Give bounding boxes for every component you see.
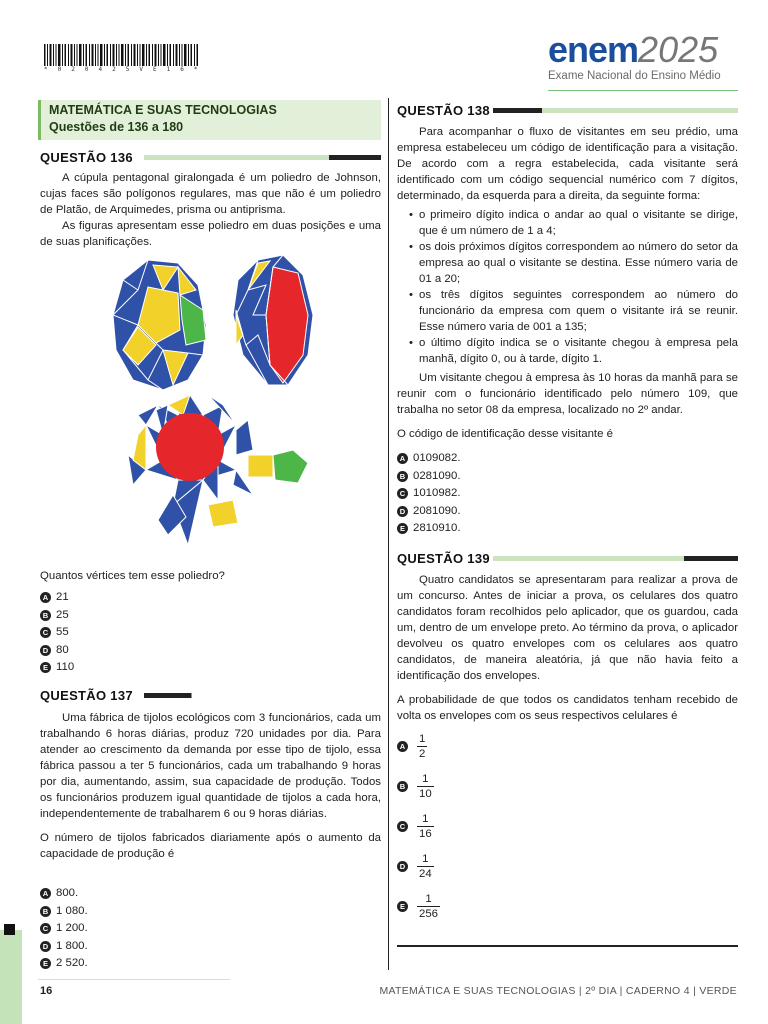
- footer-rule: [38, 979, 230, 980]
- fraction-denominator: 24: [419, 867, 432, 880]
- option-letter-badge: E: [40, 662, 51, 673]
- subject-title: MATEMÁTICA E SUAS TECNOLOGIAS: [49, 103, 277, 117]
- heading-rule: [144, 693, 381, 698]
- q136-option-e[interactable]: [40, 659, 74, 677]
- johnson-solid-figure: [108, 255, 328, 555]
- heading-rule: [144, 155, 381, 160]
- q139-option-b[interactable]: [397, 766, 440, 806]
- question-137-heading: [40, 688, 381, 704]
- question-136-label: QUESTÃO 136: [40, 150, 133, 165]
- option-text: 21: [56, 591, 69, 603]
- barcode-text: * 0 2 0 4 2 5 V E 1 6 *: [44, 66, 201, 73]
- subject-box: [38, 100, 381, 140]
- question-138-label: QUESTÃO 138: [397, 103, 490, 118]
- question-139-label: QUESTÃO 139: [397, 551, 490, 566]
- option-text: 25: [56, 608, 69, 621]
- fraction-numerator: 1: [419, 732, 426, 745]
- question-138-body: [397, 124, 738, 442]
- q137-paragraph-1: Uma fábrica de tijolos ecológicos com 3 funcionários, cada um trabalhando 6 horas diárias, produz 720 unidades por dia. Para atender ao crescimento da demanda por esse tipo de tijolo, essa fábrica passou a ter 5 funcionários, cada um trabalhando 9 horas por dia, aumentando, assim, sua capacidade de produção. Todos os funcionários produzem igual quantidade de tijolos a cada hora, independentemente de trabalharem 6 ou 9 horas diárias.: [40, 712, 381, 820]
- fraction-denominator: 2: [419, 747, 426, 760]
- q137-question: O número de tijolos fabricados diariamente após o aumento da capacidade de produção é: [40, 832, 381, 860]
- q137-option-d[interactable]: [40, 938, 88, 956]
- q136-option-b[interactable]: [40, 607, 74, 625]
- option-text: 800.: [56, 887, 79, 899]
- q139-options: [397, 726, 440, 926]
- option-letter-badge: D: [397, 861, 408, 872]
- option-text: 1 080.: [56, 904, 88, 917]
- q138-option-c[interactable]: [397, 485, 461, 503]
- polyhedron-view-2: [233, 255, 313, 385]
- option-letter-badge: E: [397, 901, 408, 912]
- q139-paragraph-1: Quatro candidatos se apresentaram para realizar a prova de um concurso. Antes de iniciar a prova, os celulares dos quatro candidatos foram recolhidos pelo aplicador, que os guardou, cada um, dentro de um envelope preto. Ao término da prova, o aplicador devolveu os quatro envelopes com os celulares aos quatro candidatos, de maneira aleatória, já que não havia feito a identificação dos envelopes.: [397, 574, 738, 682]
- q137-option-a[interactable]: [40, 885, 88, 903]
- q138-option-b[interactable]: [397, 468, 461, 486]
- q138-option-d[interactable]: [397, 503, 461, 521]
- fraction-denominator: 10: [419, 787, 432, 800]
- q138-option-a[interactable]: [397, 450, 461, 468]
- option-letter-badge: C: [40, 923, 51, 934]
- q138-question: O código de identificação desse visitante é: [397, 428, 613, 440]
- q137-option-b[interactable]: [40, 903, 88, 921]
- q138-paragraph-2: Um visitante chegou à empresa às 10 horas da manhã para se reunir com o funcionário identificado pelo número 109, que trabalha no setor 08 da empresa, localizado no 2º andar.: [397, 372, 738, 416]
- logo-subtitle: Exame Nacional do Ensino Médio: [548, 70, 721, 82]
- polyhedron-net: [128, 395, 308, 545]
- heading-rule: [493, 108, 738, 113]
- question-137-body: [40, 710, 381, 862]
- subject-subtitle: Questões de 136 a 180: [49, 120, 184, 134]
- option-fraction: [417, 892, 440, 921]
- q137-option-c[interactable]: [40, 920, 88, 938]
- q139-option-e[interactable]: [397, 886, 440, 926]
- option-letter-badge: D: [397, 506, 408, 517]
- option-text: 0281090.: [413, 469, 461, 482]
- q136-options: [40, 589, 74, 677]
- option-letter-badge: B: [40, 906, 51, 917]
- option-text: 1 200.: [56, 922, 88, 934]
- option-fraction: [417, 852, 434, 881]
- page-number: 16: [40, 985, 53, 997]
- option-text: 80: [56, 643, 69, 656]
- question-139-heading: [397, 551, 738, 567]
- option-letter-badge: E: [40, 958, 51, 969]
- option-letter-badge: A: [40, 888, 51, 899]
- header-rule: [548, 90, 738, 91]
- question-139-body: [397, 572, 738, 724]
- heading-rule: [493, 556, 738, 561]
- q136-option-c[interactable]: [40, 624, 74, 642]
- option-text: 2081090.: [413, 504, 461, 517]
- option-letter-badge: C: [397, 488, 408, 499]
- option-letter-badge: D: [40, 645, 51, 656]
- q139-option-d[interactable]: [397, 846, 440, 886]
- q136-paragraph-1: A cúpula pentagonal giralongada é um poliedro de Johnson, cujas faces são polígonos regulares, mas que não é um poliedro de Platão, de Arquimedes, prisma ou antiprisma.: [40, 172, 381, 216]
- option-letter-badge: B: [40, 610, 51, 621]
- option-text: 1010982.: [413, 487, 461, 499]
- option-text: 0109082.: [413, 452, 461, 464]
- q139-option-a[interactable]: [397, 726, 440, 766]
- option-text: 110: [56, 661, 75, 673]
- fraction-numerator: 1: [422, 772, 429, 785]
- column-end-rule: [397, 945, 738, 947]
- logo-main: enem: [548, 29, 639, 70]
- logo-year: 2025: [638, 29, 719, 70]
- fraction-denominator: 16: [419, 827, 432, 840]
- column-divider: [388, 98, 389, 970]
- option-letter-badge: B: [397, 471, 408, 482]
- q138-bullet: • os três dígitos seguintes correspondem ao número do funcionário da empresa com quem o visitante irá se reunir. Esse número varia de 001 a 135;: [397, 287, 738, 335]
- q139-option-c[interactable]: [397, 806, 440, 846]
- q136-option-a[interactable]: [40, 589, 74, 607]
- option-text: 2810910.: [413, 522, 461, 534]
- option-letter-badge: D: [40, 941, 51, 952]
- option-text: 2 520.: [56, 957, 88, 969]
- q138-paragraph-1: Para acompanhar o fluxo de visitantes em seu prédio, uma empresa estabeleceu um código de identificação para a visitação. De acordo com a regra estabelecida, cada visitante será identificado com um código sequencial numérico com 7 dígitos, determinado, da esquerda para a direita, da seguinte forma:: [397, 126, 738, 202]
- q136-question: Quantos vértices tem esse poliedro?: [40, 570, 225, 582]
- q136-paragraph-2: As figuras apresentam esse poliedro em duas posições e uma de suas planificações.: [40, 220, 381, 248]
- option-letter-badge: A: [397, 453, 408, 464]
- q138-bullet: • os dois próximos dígitos correspondem ao número do setor da empresa ao qual o visitante se destina. Esse número varia de 01 a 20;: [397, 239, 738, 287]
- q138-bullet: • o primeiro dígito indica o andar ao qual o visitante se dirige, que é um número de 1 a 4;: [397, 207, 738, 239]
- registration-mark: [4, 924, 15, 935]
- barcode: [44, 44, 198, 66]
- enem-logo: [548, 30, 718, 70]
- question-138-heading: [397, 103, 738, 119]
- option-text: 1 800.: [56, 939, 88, 952]
- q137-option-e[interactable]: [40, 955, 88, 973]
- question-136-heading: [40, 150, 381, 166]
- q138-option-e[interactable]: [397, 520, 461, 538]
- question-136-body: [40, 170, 381, 250]
- q137-options: [40, 885, 88, 973]
- option-fraction: [417, 812, 434, 841]
- q138-bullet: • o último dígito indica se o visitante chegou à empresa pela manhã, dígito 0, ou à tarde, dígito 1.: [397, 335, 738, 367]
- option-text: 55: [56, 626, 69, 638]
- question-137-label: QUESTÃO 137: [40, 688, 133, 703]
- footer-running-title: MATEMÁTICA E SUAS TECNOLOGIAS | 2º DIA | CADERNO 4 | VERDE: [379, 985, 737, 997]
- q139-question: A probabilidade de que todos os candidatos tenham recebido de volta os envelopes com os seus respectivos celulares é: [397, 694, 738, 722]
- option-letter-badge: B: [397, 781, 408, 792]
- q136-option-d[interactable]: [40, 642, 74, 660]
- fraction-numerator: 1: [422, 812, 429, 825]
- option-letter-badge: C: [397, 821, 408, 832]
- option-letter-badge: C: [40, 627, 51, 638]
- fraction-numerator: 1: [422, 852, 429, 865]
- option-letter-badge: A: [40, 592, 51, 603]
- option-letter-badge: E: [397, 523, 408, 534]
- fraction-denominator: 256: [419, 907, 439, 920]
- option-fraction: [417, 732, 427, 761]
- q138-bullet-list: [397, 207, 738, 367]
- option-fraction: [417, 772, 434, 801]
- side-color-tab: [0, 930, 22, 1024]
- q138-options: [397, 450, 461, 538]
- polyhedron-view-1: [113, 260, 206, 390]
- fraction-numerator: 1: [425, 892, 432, 905]
- option-letter-badge: A: [397, 741, 408, 752]
